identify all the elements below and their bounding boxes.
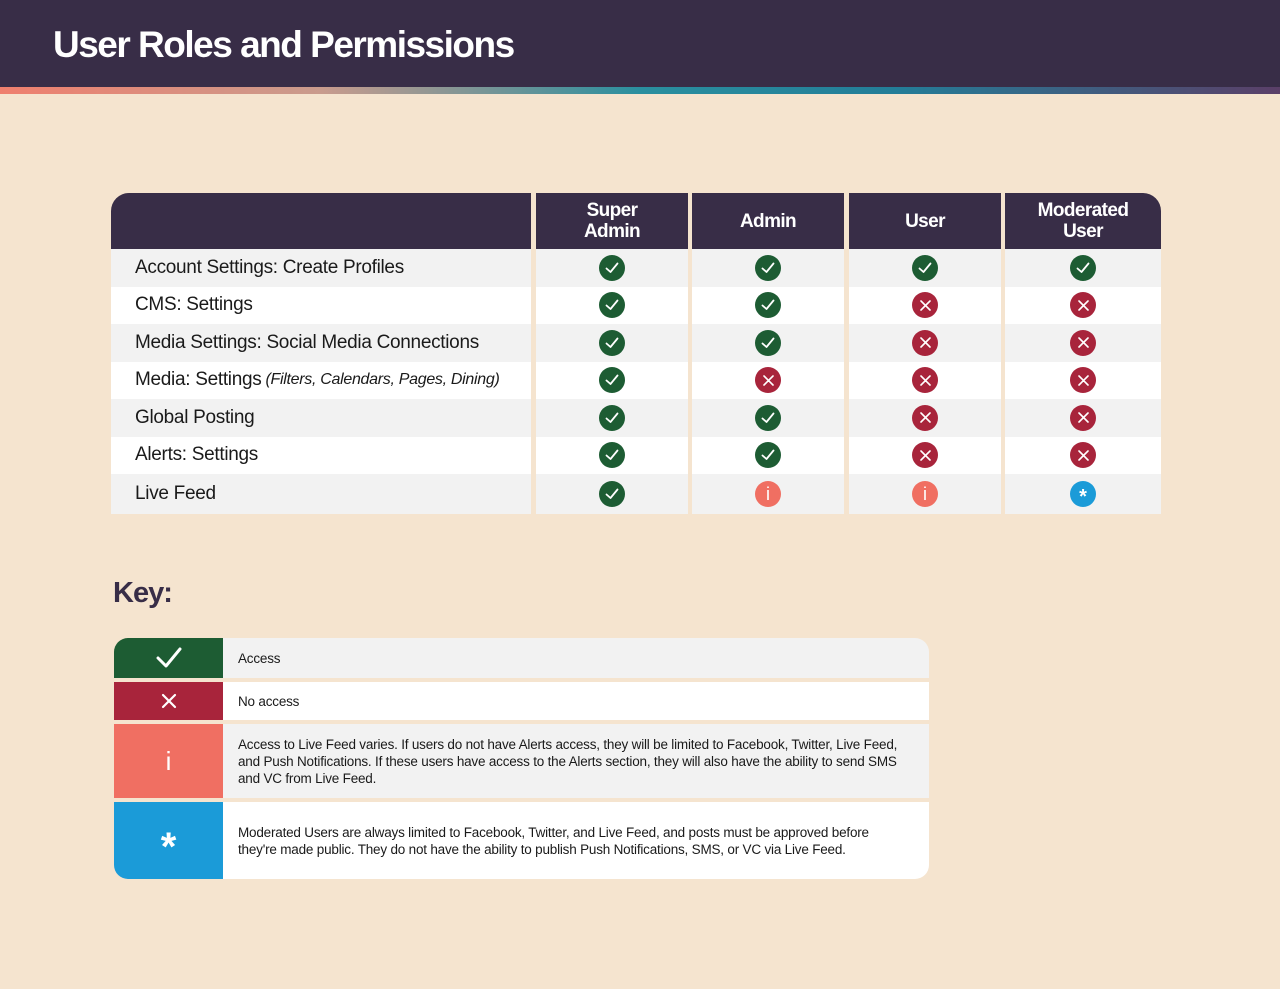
permission-cell-admin (692, 399, 844, 437)
permission-cell-moderated-user (1005, 474, 1161, 514)
permission-cell-moderated-user (1005, 399, 1161, 437)
row-label (111, 249, 531, 287)
permission-cell-super-admin (536, 399, 688, 437)
table-header-blank (111, 193, 531, 249)
check-icon (599, 330, 625, 356)
x-icon (912, 330, 938, 356)
column-header-super-admin (536, 193, 688, 249)
row-label (111, 362, 531, 400)
key-item-text: Moderated Users are always limited to Facebook, Twitter, and Live Feed, and posts must be approved before they're made public. They do not have the ability to publish Push Notifications, SMS, or VC via Live Feed. (223, 802, 929, 879)
key-item-text: Access to Live Feed varies. If users do not have Alerts access, they will be limited to Facebook, Twitter, Live Feed, and Push Notifications. If these users have access to the Alerts section, they will also have the ability to send SMS and VC from Live Feed. (223, 724, 929, 798)
table-row (111, 399, 1161, 437)
permission-cell-admin (692, 437, 844, 475)
check-icon (114, 638, 223, 678)
row-label-text: Media Settings: Social Media Connections (135, 331, 479, 353)
header-gradient-stripe (0, 87, 1280, 94)
column-header-user (849, 193, 1001, 249)
asterisk-icon: * (1070, 481, 1096, 507)
permission-cell-user (849, 399, 1001, 437)
permission-cell-moderated-user (1005, 287, 1161, 325)
permissions-table (111, 193, 1161, 514)
key-item-no-access (114, 682, 929, 720)
column-header-moderated-user (1005, 193, 1161, 249)
column-header-label: Super Admin (583, 200, 641, 242)
permission-cell-super-admin (536, 362, 688, 400)
key-item-varies (114, 724, 929, 798)
legend-key (114, 638, 929, 879)
key-item-access (114, 638, 929, 678)
x-icon (1070, 292, 1096, 318)
table-body (111, 249, 1161, 514)
column-header-label: Admin (739, 210, 797, 232)
asterisk-icon: * (114, 802, 223, 879)
x-icon (1070, 442, 1096, 468)
x-icon (755, 367, 781, 393)
row-label (111, 324, 531, 362)
permission-cell-moderated-user (1005, 362, 1161, 400)
table-row (111, 287, 1161, 325)
page-title: User Roles and Permissions (53, 24, 514, 65)
check-icon (599, 442, 625, 468)
x-icon (912, 442, 938, 468)
row-label-text: Account Settings: Create Profiles (135, 256, 404, 278)
info-icon: i (912, 481, 938, 507)
permission-cell-admin (692, 362, 844, 400)
row-label-text: CMS: Settings (135, 294, 253, 316)
x-icon (114, 682, 223, 720)
info-icon: i (755, 481, 781, 507)
check-icon (599, 292, 625, 318)
permission-cell-user (849, 437, 1001, 475)
row-label-text: Media: Settings (135, 369, 262, 391)
row-label (111, 287, 531, 325)
check-icon (755, 442, 781, 468)
check-icon (599, 367, 625, 393)
x-icon (1070, 330, 1096, 356)
permission-cell-super-admin (536, 474, 688, 514)
row-label-text: Alerts: Settings (135, 444, 258, 466)
permission-cell-admin (692, 249, 844, 287)
check-icon (599, 481, 625, 507)
permission-cell-admin (692, 287, 844, 325)
permission-cell-super-admin (536, 249, 688, 287)
permission-cell-super-admin (536, 437, 688, 475)
table-row (111, 362, 1161, 400)
x-icon (912, 405, 938, 431)
row-label (111, 474, 531, 514)
info-icon: i (114, 724, 223, 798)
permission-cell-moderated-user (1005, 437, 1161, 475)
check-icon (599, 255, 625, 281)
permission-cell-moderated-user (1005, 324, 1161, 362)
table-header-row (111, 193, 1161, 249)
page-header (0, 0, 1280, 87)
x-icon (1070, 405, 1096, 431)
row-label-text: Live Feed (135, 483, 216, 504)
table-row (111, 437, 1161, 475)
key-item-text: Access (223, 638, 929, 678)
column-header-label: Moderated User (1037, 200, 1129, 242)
check-icon (1070, 255, 1096, 281)
permission-cell-moderated-user (1005, 249, 1161, 287)
row-label-text: Global Posting (135, 406, 255, 428)
row-label (111, 399, 531, 437)
key-item-text: No access (223, 682, 929, 720)
check-icon (599, 405, 625, 431)
check-icon (755, 255, 781, 281)
table-row (111, 474, 1161, 514)
x-icon (912, 292, 938, 318)
permission-cell-user (849, 324, 1001, 362)
permission-cell-super-admin (536, 287, 688, 325)
permission-cell-user (849, 362, 1001, 400)
permission-cell-admin (692, 324, 844, 362)
table-row (111, 249, 1161, 287)
check-icon (755, 405, 781, 431)
check-icon (755, 330, 781, 356)
column-header-label: User (905, 210, 945, 232)
permission-cell-user (849, 287, 1001, 325)
permission-cell-admin (692, 474, 844, 514)
permission-cell-super-admin (536, 324, 688, 362)
x-icon (912, 367, 938, 393)
row-label-note: (Filters, Calendars, Pages, Dining) (265, 371, 500, 389)
key-title: Key: (113, 577, 172, 609)
column-header-admin (692, 193, 844, 249)
key-item-moderated (114, 802, 929, 879)
x-icon (1070, 367, 1096, 393)
table-row (111, 324, 1161, 362)
row-label (111, 437, 531, 475)
permission-cell-user (849, 249, 1001, 287)
check-icon (755, 292, 781, 318)
check-icon (912, 255, 938, 281)
permission-cell-user (849, 474, 1001, 514)
